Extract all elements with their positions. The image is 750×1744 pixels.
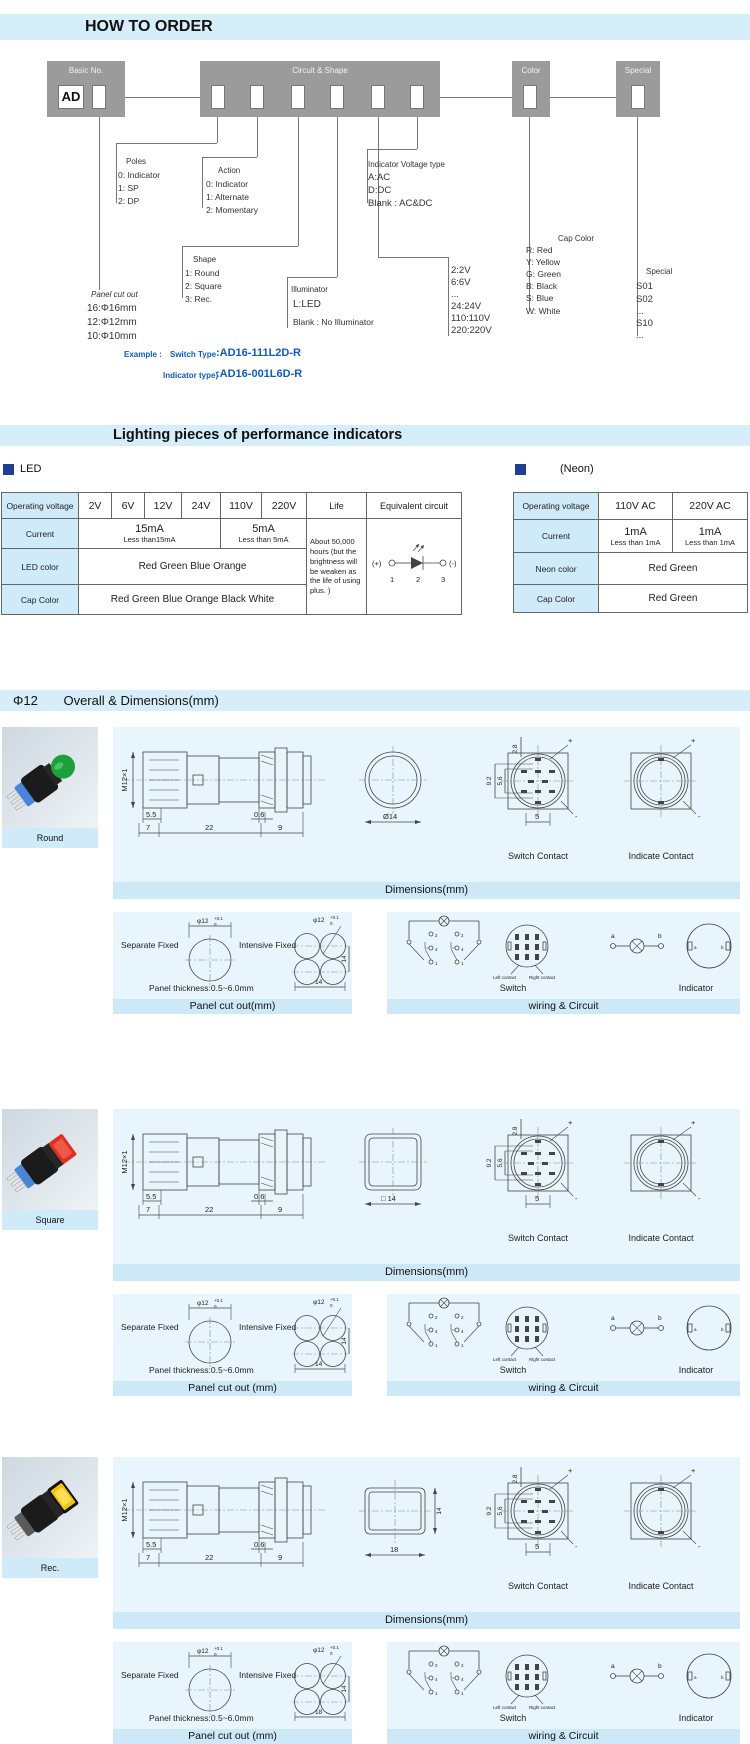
svg-text:0: 0 — [330, 921, 333, 926]
svg-text:0.6: 0.6 — [254, 810, 265, 819]
leader-line — [257, 117, 258, 157]
svg-text:Indicate Contact: Indicate Contact — [628, 1581, 694, 1591]
svg-text:Indicate Contact: Indicate Contact — [628, 1233, 694, 1243]
led-row-header: Operating voltage — [2, 493, 79, 519]
svg-text:9: 9 — [278, 1553, 283, 1562]
svg-text:1: 1 — [389, 575, 394, 584]
life-header: Life — [307, 493, 367, 519]
special-item: S01 — [636, 281, 653, 292]
svg-text:2: 2 — [435, 1663, 438, 1668]
shape-item: 2: Square — [185, 281, 222, 291]
svg-text:a: a — [694, 1327, 697, 1332]
svg-text:Panel thickness:0.5~6.0mm: Panel thickness:0.5~6.0mm — [149, 983, 254, 993]
voltage-type-item: D:DC — [368, 185, 392, 196]
wiring-circuit-box-round — [387, 912, 740, 1014]
neon-current: 1mA Less than 1mA — [599, 520, 673, 553]
svg-text:M12×1: M12×1 — [120, 1150, 129, 1174]
svg-text:0: 0 — [330, 1651, 333, 1656]
leader-line — [99, 117, 100, 290]
special-item: S10 — [636, 318, 653, 329]
cap-color-item: B: Black — [526, 281, 558, 291]
svg-text:Right contact: Right contact — [529, 1357, 556, 1362]
svg-text:b: b — [658, 1315, 662, 1322]
cap-color-item: Y: Yellow — [526, 257, 561, 267]
neon-color-value: Red Green — [599, 553, 748, 585]
svg-text:(-): (-) — [448, 559, 456, 568]
svg-text:5.6: 5.6 — [497, 776, 504, 786]
svg-text:Switch Contact: Switch Contact — [507, 1581, 569, 1591]
leader-line — [116, 143, 117, 203]
svg-text:14: 14 — [341, 1337, 348, 1345]
svg-text:a: a — [611, 933, 615, 940]
svg-text:9.2: 9.2 — [486, 776, 493, 786]
svg-text:14: 14 — [315, 979, 323, 986]
voltage-item: 220:220V — [451, 325, 492, 336]
neon-row-header: Neon color — [514, 553, 599, 585]
svg-text:Intensive Fixed: Intensive Fixed — [239, 1322, 297, 1332]
led-cap-color-value: Red Green Blue Orange Black White — [79, 585, 307, 615]
voltage-item: ... — [451, 289, 459, 300]
neon-current: 1mA Less than 1mA — [673, 520, 748, 553]
neon-cap-color-value: Red Green — [599, 585, 748, 613]
svg-text:1: 1 — [461, 961, 464, 966]
svg-text:2.8: 2.8 — [512, 1126, 519, 1136]
svg-text:Left contact: Left contact — [493, 1705, 517, 1710]
action-item: 2: Momentary — [206, 205, 258, 215]
svg-text:Intensive Fixed: Intensive Fixed — [239, 1670, 297, 1680]
svg-text:4: 4 — [461, 1677, 464, 1682]
panel-cutout-box-square — [113, 1294, 352, 1396]
svg-text:4: 4 — [461, 947, 464, 952]
svg-text:2: 2 — [461, 1663, 464, 1668]
action-item: 1: Alternate — [206, 192, 250, 202]
svg-text:2: 2 — [435, 933, 438, 938]
svg-text:b: b — [658, 1663, 662, 1670]
circuit-shape-box — [200, 61, 440, 117]
neon-table — [513, 492, 748, 613]
slot-action — [250, 85, 264, 109]
phi12-label: Φ12 — [13, 693, 38, 708]
svg-text:Indicator: Indicator — [678, 1365, 714, 1375]
slot-cap-color — [523, 85, 537, 109]
svg-text:0: 0 — [214, 1652, 217, 1657]
connector-line — [125, 97, 200, 98]
svg-text:Switch: Switch — [499, 983, 527, 993]
poles-item: 2: DP — [118, 196, 140, 206]
panel-cutout-bar: Panel cut out(mm) — [113, 999, 352, 1014]
svg-text:0: 0 — [214, 922, 217, 927]
shape-title: Shape — [193, 255, 217, 264]
panel-cutout-item: 16:Φ16mm — [87, 303, 137, 314]
svg-text:3: 3 — [440, 575, 445, 584]
svg-text:14: 14 — [341, 955, 348, 963]
current-sub: Less than15mA — [123, 535, 176, 544]
svg-text:5: 5 — [535, 1194, 540, 1203]
svg-text:7: 7 — [146, 1205, 151, 1214]
leader-line — [202, 157, 203, 208]
circuit-shape-label: Circuit & Shape — [292, 66, 348, 75]
voltage-item: 6:6V — [451, 277, 471, 288]
product-label-square: Square — [2, 1210, 98, 1230]
voltage-type-item: Blank : AC&DC — [368, 198, 433, 209]
dimensions-title: Overall & Dimensions(mm) — [63, 693, 219, 708]
svg-text:Panel thickness:0.5~6.0mm: Panel thickness:0.5~6.0mm — [149, 1713, 254, 1723]
svg-text:0.6: 0.6 — [254, 1192, 265, 1201]
wiring-circuit-drawing-round — [387, 912, 740, 994]
panel-cutout-bar: Panel cut out (mm) — [113, 1381, 352, 1396]
slot-ad: AD — [58, 85, 84, 109]
svg-text:14: 14 — [436, 1507, 443, 1515]
main-dimensions-panel-rec — [113, 1457, 740, 1629]
leader-line — [202, 157, 257, 158]
led-voltage: 12V — [145, 493, 182, 519]
example-indicator-value: :AD16-001L6D-R — [216, 368, 303, 380]
svg-text:+0.1: +0.1 — [330, 1297, 339, 1302]
slot-shape — [291, 85, 305, 109]
svg-text:φ12: φ12 — [313, 1647, 325, 1654]
action-title: Action — [218, 166, 241, 175]
equivalent-circuit-cell — [367, 519, 462, 615]
svg-text:φ12: φ12 — [197, 1300, 209, 1307]
svg-text:9.2: 9.2 — [486, 1158, 493, 1168]
svg-text:0: 0 — [330, 1303, 333, 1308]
leader-line — [378, 257, 448, 258]
svg-text:9: 9 — [278, 823, 283, 832]
svg-text:4: 4 — [435, 1677, 438, 1682]
svg-text:M12×1: M12×1 — [120, 768, 129, 792]
led-table — [1, 492, 462, 615]
panel-cutout-box-round — [113, 912, 352, 1014]
neon-bullet-icon — [515, 464, 526, 475]
svg-text:1: 1 — [435, 1343, 438, 1348]
svg-text:φ12: φ12 — [197, 918, 209, 925]
product-block-round — [2, 727, 750, 1014]
leader-line — [182, 246, 183, 298]
product-label-rec: Rec. — [2, 1558, 98, 1578]
connector-line — [550, 97, 616, 98]
svg-text:0: 0 — [214, 1304, 217, 1309]
svg-text:0.6: 0.6 — [254, 1540, 265, 1549]
dimension-drawing-square — [113, 1109, 740, 1259]
product-label-round: Round — [2, 828, 98, 848]
svg-text:14: 14 — [341, 1685, 348, 1693]
svg-text:22: 22 — [205, 1553, 214, 1562]
wiring-circuit-drawing-square — [387, 1294, 740, 1376]
svg-text:+: + — [691, 736, 696, 745]
cap-color-item: W: White — [526, 306, 561, 316]
current-sub: Less than 5mA — [238, 535, 289, 544]
cap-color-item: R: Red — [526, 245, 553, 255]
svg-text:Left contact: Left contact — [493, 975, 517, 980]
panel-cutout-item: 12:Φ12mm — [87, 317, 137, 328]
how-to-order-bar: HOW TO ORDER — [0, 14, 750, 40]
main-dimensions-panel-square — [113, 1109, 740, 1281]
slot-voltage — [371, 85, 385, 109]
main-dimensions-panel-round — [113, 727, 740, 899]
leader-line — [337, 117, 338, 277]
wiring-circuit-bar: wiring & Circuit — [387, 1729, 740, 1744]
dimension-drawing-rec — [113, 1457, 740, 1607]
color-label: Color — [521, 66, 541, 75]
slot-poles — [211, 85, 225, 109]
svg-text:5.5: 5.5 — [146, 810, 157, 819]
wiring-circuit-box-rec — [387, 1642, 740, 1744]
svg-text:+0.1: +0.1 — [214, 1298, 223, 1303]
svg-text:5: 5 — [535, 812, 540, 821]
svg-text:22: 22 — [205, 1205, 214, 1214]
svg-text:4: 4 — [435, 947, 438, 952]
svg-text:Switch Contact: Switch Contact — [507, 1233, 569, 1243]
voltage-item: 110:110V — [451, 313, 491, 324]
svg-text:5.6: 5.6 — [497, 1158, 504, 1168]
special-item: ... — [636, 306, 644, 317]
svg-text:b: b — [658, 933, 662, 940]
svg-text:b: b — [721, 1327, 724, 1332]
shape-item: 1: Round — [185, 268, 220, 278]
voltage-item: 2:2V — [451, 265, 471, 276]
order-code-diagram — [0, 40, 750, 385]
svg-text:14: 14 — [315, 1361, 323, 1368]
slot-special — [631, 85, 645, 109]
svg-text:a: a — [694, 945, 697, 950]
illuminator-item: Blank : No Illuminator — [293, 317, 374, 327]
equiv-header: Equivalent circuit — [367, 493, 462, 519]
dimensions-bar: Dimensions(mm) — [113, 1264, 740, 1281]
svg-text:2: 2 — [415, 575, 420, 584]
product-block-rec — [2, 1457, 750, 1744]
svg-text:+: + — [568, 1466, 573, 1475]
led-voltage: 2V — [79, 493, 112, 519]
neon-label: (Neon) — [560, 463, 594, 475]
svg-text:4: 4 — [461, 1329, 464, 1334]
svg-text:Left contact: Left contact — [493, 1357, 517, 1362]
svg-text:2: 2 — [461, 1315, 464, 1320]
voltage-type-item: A:AC — [368, 172, 391, 183]
svg-text:φ12: φ12 — [197, 1648, 209, 1655]
wiring-circuit-drawing-rec — [387, 1642, 740, 1724]
example-switch-value: :AD16-111L2D-R — [216, 347, 301, 359]
svg-text:+0.1: +0.1 — [330, 915, 339, 920]
svg-text:-: - — [698, 1194, 701, 1203]
dimension-drawing-round — [113, 727, 740, 877]
svg-text:Panel thickness:0.5~6.0mm: Panel thickness:0.5~6.0mm — [149, 1365, 254, 1375]
neon-voltage: 110V AC — [599, 493, 673, 520]
led-row-header: Current — [2, 519, 79, 549]
led-current-low — [79, 519, 221, 549]
svg-text:2: 2 — [461, 933, 464, 938]
svg-text:Separate Fixed: Separate Fixed — [121, 1670, 179, 1680]
life-text: About 50,000 hours (but the brightness will be weaken as the life of using plus. ) — [307, 519, 367, 615]
led-voltage: 6V — [112, 493, 145, 519]
svg-text:2: 2 — [435, 1315, 438, 1320]
example-switch-label: Switch Type — [170, 350, 217, 359]
lighting-labels — [0, 463, 750, 477]
product-photo-rec — [2, 1457, 98, 1558]
svg-text:Indicator: Indicator — [678, 983, 714, 993]
lighting-section-bar: Lighting pieces of performance indicators — [0, 425, 750, 446]
neon-row-header: Cap Color — [514, 585, 599, 613]
poles-item: 1: SP — [118, 183, 139, 193]
leader-line — [367, 149, 417, 150]
dimensions-section-bar — [0, 690, 750, 711]
led-voltage: 220V — [262, 493, 307, 519]
lighting-tables — [0, 492, 750, 617]
led-row-header: LED color — [2, 549, 79, 585]
special-item: ... — [636, 330, 644, 341]
svg-text:Switch: Switch — [499, 1713, 527, 1723]
action-item: 0: Indicator — [206, 179, 249, 189]
svg-text:a: a — [694, 1675, 697, 1680]
svg-text:+0.1: +0.1 — [214, 916, 223, 921]
shape-item: 3: Rec. — [185, 294, 212, 304]
svg-text:Switch: Switch — [499, 1365, 527, 1375]
leader-line — [217, 117, 218, 143]
led-row-header: Cap Color — [2, 585, 79, 615]
led-bullet-icon — [3, 464, 14, 475]
basic-no-label: Basic No. — [68, 66, 104, 75]
dimensions-bar: Dimensions(mm) — [113, 1612, 740, 1629]
svg-text:Indicate Contact: Indicate Contact — [628, 851, 694, 861]
product-photo-round — [2, 727, 98, 828]
svg-text:5.6: 5.6 — [497, 1506, 504, 1516]
example-indicator-label: Indicator type) — [163, 371, 219, 380]
wiring-circuit-bar: wiring & Circuit — [387, 999, 740, 1014]
svg-text:2.8: 2.8 — [512, 1474, 519, 1484]
svg-text:5: 5 — [535, 1542, 540, 1551]
product-photo-square — [2, 1109, 98, 1210]
svg-text:φ12: φ12 — [313, 1299, 325, 1306]
cap-color-item: S: Blue — [526, 293, 554, 303]
svg-text:5.5: 5.5 — [146, 1192, 157, 1201]
svg-text:-: - — [698, 1542, 701, 1551]
current-value: 15mA — [135, 523, 164, 535]
svg-text:+: + — [691, 1118, 696, 1127]
svg-text:5.5: 5.5 — [146, 1540, 157, 1549]
product-block-square — [2, 1109, 750, 1396]
svg-text:2.8: 2.8 — [512, 744, 519, 754]
leader-line — [182, 246, 298, 247]
panel-cutout-drawing-round — [113, 912, 352, 994]
connector-line — [440, 97, 512, 98]
svg-text:Separate Fixed: Separate Fixed — [121, 1322, 179, 1332]
svg-text:1: 1 — [435, 1691, 438, 1696]
svg-text:M12×1: M12×1 — [120, 1498, 129, 1522]
dimensions-bar: Dimensions(mm) — [113, 882, 740, 899]
panel-cutout-drawing-square — [113, 1294, 352, 1376]
svg-text:1: 1 — [435, 961, 438, 966]
svg-text:a: a — [611, 1315, 615, 1322]
svg-text:+: + — [568, 1118, 573, 1127]
panel-cutout-drawing-rec — [113, 1642, 352, 1724]
poles-title: Poles — [126, 157, 147, 166]
current-value: 5mA — [252, 523, 275, 535]
svg-text:18: 18 — [315, 1709, 323, 1716]
panel-cutout-item: 10:Φ10mm — [87, 331, 137, 342]
svg-text:Separate Fixed: Separate Fixed — [121, 940, 179, 950]
cap-color-item: G: Green — [526, 269, 561, 279]
leader-line — [116, 143, 217, 144]
illuminator-item: L:LED — [293, 299, 321, 310]
wiring-circuit-box-square — [387, 1294, 740, 1396]
svg-text:Indicator: Indicator — [678, 1713, 714, 1723]
leader-line — [287, 277, 288, 328]
special-item: S02 — [636, 294, 653, 305]
svg-text:+0.1: +0.1 — [214, 1646, 223, 1651]
led-color-value: Red Green Blue Orange — [79, 549, 307, 585]
example-label: Example : — [124, 350, 162, 359]
svg-text:+: + — [691, 1466, 696, 1475]
svg-text:Switch Contact: Switch Contact — [507, 851, 569, 861]
voltage-item: 24:24V — [451, 301, 482, 312]
svg-text:-: - — [575, 1194, 578, 1203]
leader-line — [298, 117, 299, 246]
svg-text:+: + — [568, 736, 573, 745]
equivalent-circuit-diagram — [368, 542, 461, 588]
svg-text:a: a — [611, 1663, 615, 1670]
slot-panel-cutout — [92, 85, 106, 109]
svg-text:b: b — [721, 945, 724, 950]
svg-text:1: 1 — [461, 1343, 464, 1348]
cap-color-title: Cap Color — [558, 234, 595, 243]
special-title: Special — [646, 267, 673, 276]
svg-text:9: 9 — [278, 1205, 283, 1214]
svg-text:7: 7 — [146, 1553, 151, 1562]
neon-row-header: Operating voltage — [514, 493, 599, 520]
svg-text:φ12: φ12 — [313, 917, 325, 924]
poles-item: 0: Indicator — [118, 170, 161, 180]
led-voltage: 110V — [221, 493, 262, 519]
neon-voltage: 220V AC — [673, 493, 748, 520]
svg-text:Ø14: Ø14 — [383, 812, 398, 821]
svg-text:Intensive Fixed: Intensive Fixed — [239, 940, 297, 950]
neon-row-header: Current — [514, 520, 599, 553]
led-current-high — [221, 519, 307, 549]
leader-line — [287, 277, 337, 278]
led-voltage: 24V — [182, 493, 221, 519]
special-label: Special — [624, 66, 652, 75]
led-label: LED — [20, 463, 42, 475]
illuminator-title: Illuminator — [291, 285, 328, 294]
svg-text:4: 4 — [435, 1329, 438, 1334]
panel-cutout-title: Panel cut out — [91, 290, 138, 299]
voltage-type-title: Indicator Voltage type — [368, 160, 445, 169]
svg-text:-: - — [575, 812, 578, 821]
svg-text:9.2: 9.2 — [486, 1506, 493, 1516]
svg-text:-: - — [575, 1542, 578, 1551]
svg-text:(+): (+) — [371, 559, 381, 568]
panel-cutout-bar: Panel cut out (mm) — [113, 1729, 352, 1744]
panel-cutout-box-rec — [113, 1642, 352, 1744]
svg-text:+0.1: +0.1 — [330, 1645, 339, 1650]
svg-text:-: - — [698, 812, 701, 821]
svg-text:□ 14: □ 14 — [381, 1194, 396, 1203]
svg-text:7: 7 — [146, 823, 151, 832]
leader-line — [448, 257, 449, 336]
wiring-circuit-bar: wiring & Circuit — [387, 1381, 740, 1396]
svg-text:1: 1 — [461, 1691, 464, 1696]
svg-text:Right contact: Right contact — [529, 975, 556, 980]
svg-text:b: b — [721, 1675, 724, 1680]
svg-text:18: 18 — [390, 1545, 399, 1554]
leader-line — [417, 117, 418, 149]
svg-text:22: 22 — [205, 823, 214, 832]
slot-voltage-type — [410, 85, 424, 109]
slot-illuminator — [330, 85, 344, 109]
svg-text:Right contact: Right contact — [529, 1705, 556, 1710]
